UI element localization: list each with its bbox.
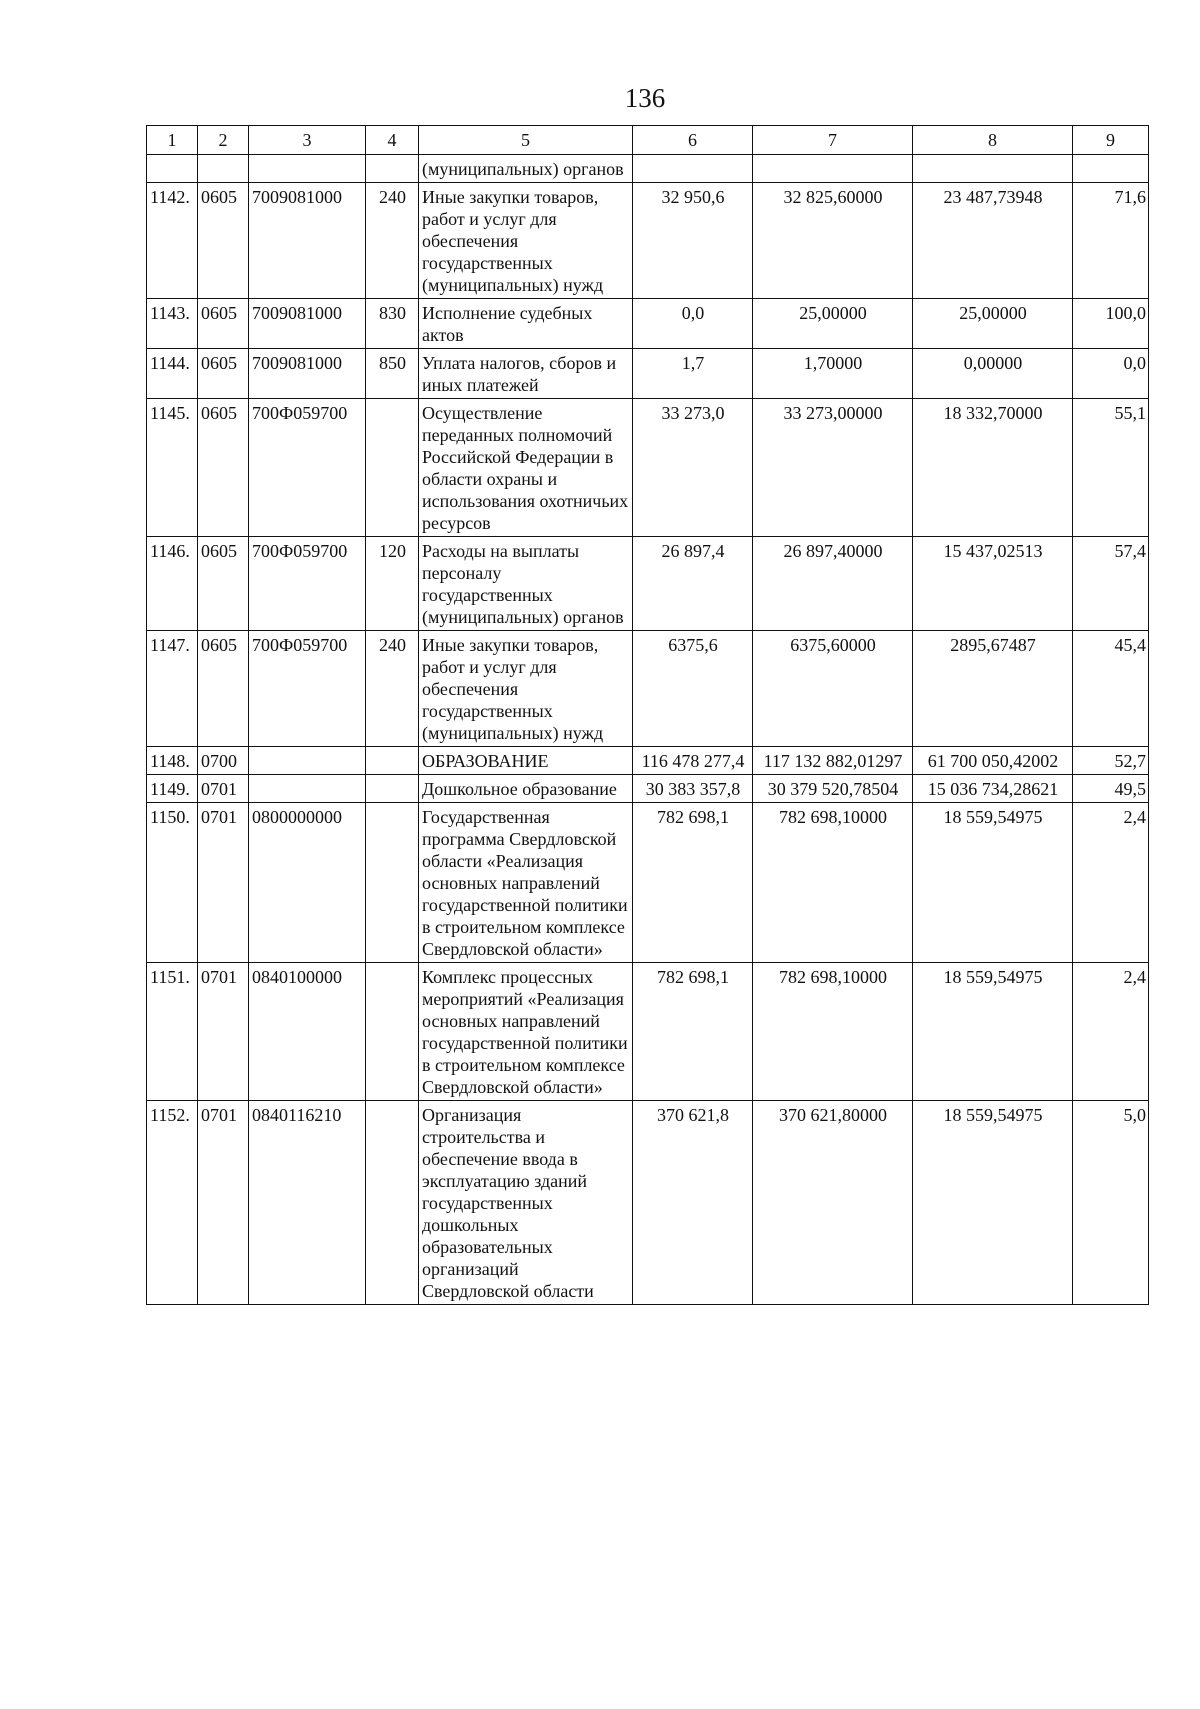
table-row — [147, 299, 1149, 349]
item-name: ОБРАЗОВАНИЕ — [419, 747, 633, 775]
expense-type — [366, 803, 419, 963]
table-row — [147, 1101, 1149, 1305]
header-row — [147, 126, 1149, 155]
table-row — [147, 631, 1149, 747]
target-code: 700Ф059700 — [249, 399, 366, 537]
section-code: 0701 — [198, 775, 249, 803]
section-code — [198, 155, 249, 183]
expense-type — [366, 775, 419, 803]
section-code: 0605 — [198, 349, 249, 399]
value-col9: 49,5 — [1073, 775, 1149, 803]
section-code: 0701 — [198, 803, 249, 963]
item-name: Исполнение судебных актов — [419, 299, 633, 349]
budget-table — [146, 125, 1149, 1305]
item-name: Организация строительства и обеспечение ввода в эксплуатацию зданий государственных дошкольных образовательных организаций Свердловской области — [419, 1101, 633, 1305]
value-col8 — [913, 155, 1073, 183]
item-name: Иные закупки товаров, работ и услуг для обеспечения государственных (муниципальных) нужд — [419, 183, 633, 299]
row-number — [147, 155, 198, 183]
table-row — [147, 775, 1149, 803]
target-code: 0800000000 — [249, 803, 366, 963]
value-col6: 782 698,1 — [633, 803, 753, 963]
value-col9: 2,4 — [1073, 963, 1149, 1101]
row-number: 1151. — [147, 963, 198, 1101]
value-col9: 100,0 — [1073, 299, 1149, 349]
target-code: 7009081000 — [249, 299, 366, 349]
value-col9: 71,6 — [1073, 183, 1149, 299]
value-col9: 52,7 — [1073, 747, 1149, 775]
column-header: 8 — [913, 126, 1073, 155]
row-number: 1147. — [147, 631, 198, 747]
column-header: 3 — [249, 126, 366, 155]
expense-type — [366, 747, 419, 775]
table-row — [147, 963, 1149, 1101]
column-header: 2 — [198, 126, 249, 155]
item-name: Осуществление переданных полномочий Российской Федерации в области охраны и использования охотничьих ресурсов — [419, 399, 633, 537]
value-col7: 117 132 882,01297 — [753, 747, 913, 775]
value-col7: 782 698,10000 — [753, 803, 913, 963]
column-header: 4 — [366, 126, 419, 155]
section-code: 0605 — [198, 399, 249, 537]
row-number: 1142. — [147, 183, 198, 299]
value-col8: 61 700 050,42002 — [913, 747, 1073, 775]
value-col6: 370 621,8 — [633, 1101, 753, 1305]
expense-type — [366, 155, 419, 183]
item-name: Комплекс процессных мероприятий «Реализация основных направлений государственной политики в строительном комплексе Свердловской области» — [419, 963, 633, 1101]
value-col6 — [633, 155, 753, 183]
row-number: 1148. — [147, 747, 198, 775]
table-row — [147, 155, 1149, 183]
value-col6: 116 478 277,4 — [633, 747, 753, 775]
row-number: 1149. — [147, 775, 198, 803]
value-col9 — [1073, 155, 1149, 183]
value-col8: 2895,67487 — [913, 631, 1073, 747]
item-name: (муниципальных) органов — [419, 155, 633, 183]
value-col6: 30 383 357,8 — [633, 775, 753, 803]
value-col7 — [753, 155, 913, 183]
value-col7: 26 897,40000 — [753, 537, 913, 631]
section-code: 0605 — [198, 631, 249, 747]
section-code: 0605 — [198, 299, 249, 349]
value-col6: 0,0 — [633, 299, 753, 349]
value-col8: 18 559,54975 — [913, 1101, 1073, 1305]
target-code — [249, 155, 366, 183]
value-col7: 6375,60000 — [753, 631, 913, 747]
value-col9: 5,0 — [1073, 1101, 1149, 1305]
target-code — [249, 775, 366, 803]
item-name: Государственная программа Свердловской области «Реализация основных направлений государственной политики в строительном комплексе Свердловской области» — [419, 803, 633, 963]
value-col8: 25,00000 — [913, 299, 1073, 349]
target-code: 7009081000 — [249, 349, 366, 399]
value-col7: 33 273,00000 — [753, 399, 913, 537]
row-number: 1146. — [147, 537, 198, 631]
value-col6: 782 698,1 — [633, 963, 753, 1101]
section-code: 0605 — [198, 537, 249, 631]
expense-type — [366, 963, 419, 1101]
target-code: 700Ф059700 — [249, 537, 366, 631]
value-col7: 370 621,80000 — [753, 1101, 913, 1305]
item-name: Уплата налогов, сборов и иных платежей — [419, 349, 633, 399]
row-number: 1145. — [147, 399, 198, 537]
table-row — [147, 399, 1149, 537]
value-col8: 23 487,73948 — [913, 183, 1073, 299]
expense-type — [366, 399, 419, 537]
table-row — [147, 747, 1149, 775]
target-code: 0840100000 — [249, 963, 366, 1101]
section-code: 0700 — [198, 747, 249, 775]
column-header: 1 — [147, 126, 198, 155]
item-name: Иные закупки товаров, работ и услуг для обеспечения государственных (муниципальных) нужд — [419, 631, 633, 747]
column-header: 6 — [633, 126, 753, 155]
table-row — [147, 349, 1149, 399]
page-number: 136 — [624, 83, 666, 113]
item-name: Расходы на выплаты персоналу государственных (муниципальных) органов — [419, 537, 633, 631]
value-col8: 18 559,54975 — [913, 803, 1073, 963]
target-code — [249, 747, 366, 775]
value-col6: 32 950,6 — [633, 183, 753, 299]
expense-type: 830 — [366, 299, 419, 349]
value-col8: 0,00000 — [913, 349, 1073, 399]
row-number: 1150. — [147, 803, 198, 963]
value-col7: 1,70000 — [753, 349, 913, 399]
value-col9: 57,4 — [1073, 537, 1149, 631]
value-col9: 2,4 — [1073, 803, 1149, 963]
section-code: 0605 — [198, 183, 249, 299]
value-col9: 45,4 — [1073, 631, 1149, 747]
value-col7: 32 825,60000 — [753, 183, 913, 299]
expense-type: 120 — [366, 537, 419, 631]
section-code: 0701 — [198, 963, 249, 1101]
table-row — [147, 803, 1149, 963]
item-name: Дошкольное образование — [419, 775, 633, 803]
expense-type: 850 — [366, 349, 419, 399]
expense-type: 240 — [366, 183, 419, 299]
row-number: 1144. — [147, 349, 198, 399]
target-code: 7009081000 — [249, 183, 366, 299]
section-code: 0701 — [198, 1101, 249, 1305]
value-col7: 30 379 520,78504 — [753, 775, 913, 803]
value-col8: 18 332,70000 — [913, 399, 1073, 537]
table-row — [147, 537, 1149, 631]
target-code: 0840116210 — [249, 1101, 366, 1305]
column-header: 5 — [419, 126, 633, 155]
value-col7: 25,00000 — [753, 299, 913, 349]
column-header: 7 — [753, 126, 913, 155]
row-number: 1152. — [147, 1101, 198, 1305]
value-col9: 55,1 — [1073, 399, 1149, 537]
value-col6: 33 273,0 — [633, 399, 753, 537]
expense-type — [366, 1101, 419, 1305]
value-col8: 18 559,54975 — [913, 963, 1073, 1101]
column-header: 9 — [1073, 126, 1149, 155]
expense-type: 240 — [366, 631, 419, 747]
value-col6: 6375,6 — [633, 631, 753, 747]
row-number: 1143. — [147, 299, 198, 349]
value-col8: 15 437,02513 — [913, 537, 1073, 631]
value-col6: 26 897,4 — [633, 537, 753, 631]
value-col7: 782 698,10000 — [753, 963, 913, 1101]
value-col6: 1,7 — [633, 349, 753, 399]
value-col9: 0,0 — [1073, 349, 1149, 399]
value-col8: 15 036 734,28621 — [913, 775, 1073, 803]
table-row — [147, 183, 1149, 299]
target-code: 700Ф059700 — [249, 631, 366, 747]
